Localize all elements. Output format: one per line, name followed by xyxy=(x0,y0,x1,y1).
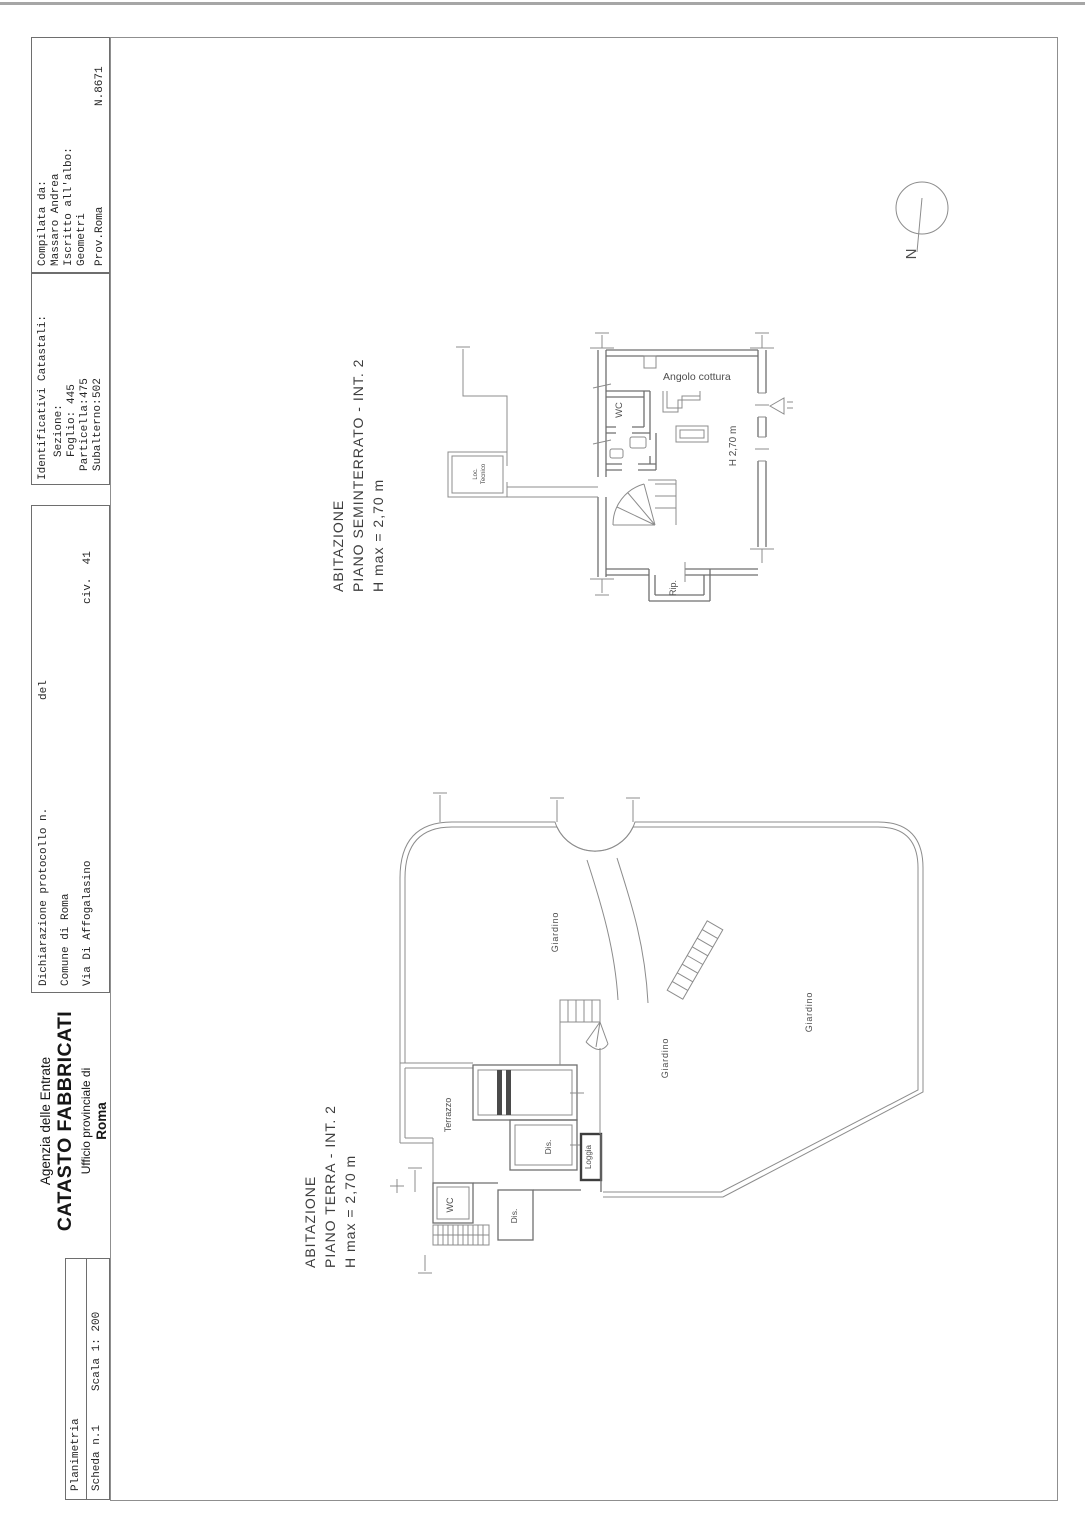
top-wall xyxy=(606,350,758,356)
wc-label: WC xyxy=(614,402,625,418)
field-label: Subalterno: xyxy=(92,398,104,471)
office-city: Roma xyxy=(94,1102,109,1140)
tecnico-label: Tecnico xyxy=(481,463,487,485)
scheda-label: Scheda n.1 xyxy=(91,1424,103,1491)
field-value: 475 xyxy=(79,378,91,398)
field-label: Particella: xyxy=(79,398,91,471)
via-line: Via Di Affogalasino xyxy=(82,860,94,986)
plan-title-line: H max = 2,70 m xyxy=(370,478,386,592)
protocol-label: Dichiarazione protocollo n. xyxy=(38,807,50,986)
plot-boundary xyxy=(400,793,923,1197)
north-label: N xyxy=(903,248,920,260)
plan-terra xyxy=(390,793,923,1273)
field-value: 445 xyxy=(66,384,78,404)
loc-label: Loc. xyxy=(473,468,479,480)
rip-room xyxy=(649,569,710,601)
dis-label: Dis. xyxy=(543,1139,553,1155)
sink-fixture xyxy=(630,437,646,448)
giardino-label: Giardino xyxy=(550,911,560,953)
comune-line: Comune di Roma xyxy=(60,893,72,986)
plan-title-line: PIANO SEMINTERRATO - INT. 2 xyxy=(350,358,366,592)
office-line: Ufficio provinciale di xyxy=(79,1067,93,1175)
field-label: Foglio: xyxy=(66,410,78,457)
north-arrow xyxy=(896,182,948,259)
compiler-line: Geometri xyxy=(76,213,88,266)
planimetria-label: Planimetria xyxy=(70,1418,82,1491)
wall-stubs xyxy=(390,1168,432,1273)
winder-staircase xyxy=(613,480,676,525)
dis-label: Dis. xyxy=(509,1208,519,1224)
field-label: Sezione: xyxy=(53,404,65,457)
building-rooms xyxy=(433,1065,601,1240)
garden-ramp xyxy=(667,921,723,999)
party-wall-right xyxy=(750,333,774,563)
loc-tecnico-room xyxy=(448,347,598,497)
straight-staircase xyxy=(433,1225,489,1245)
cadastral-title: Identificativi Catastali: xyxy=(37,314,49,480)
wc-label: WC xyxy=(445,1197,455,1213)
compiler-line: Iscritto all'albo: xyxy=(63,147,75,266)
del-label: del xyxy=(38,680,50,700)
protocol-number: N.8671 xyxy=(94,66,106,106)
plan-seminterrato xyxy=(448,333,793,601)
plan-title-line: H max = 2,70 m xyxy=(342,1154,358,1268)
compiler-line: Compilata da: xyxy=(37,180,49,266)
giardino-label: Giardino xyxy=(804,991,814,1033)
loggia-label: Loggia xyxy=(584,1144,593,1170)
terrazzo-area xyxy=(400,1063,473,1183)
room-height-label: H 2,70 m xyxy=(728,425,739,467)
plan-title-line: ABITAZIONE xyxy=(302,1175,318,1268)
plan-title-line: PIANO TERRA - INT. 2 xyxy=(322,1105,338,1268)
compiler-line: Prov.Roma xyxy=(94,206,106,266)
angolo-cottura-label: Angolo cottura xyxy=(663,371,731,383)
compiler-line: Massaro Andrea xyxy=(50,173,62,266)
kitchen-counters xyxy=(663,391,708,442)
catasto-title: CATASTO FABBRICATI xyxy=(54,1010,76,1232)
bottom-wall xyxy=(606,569,758,575)
field-value: 502 xyxy=(92,378,104,398)
scala-label: Scala 1: 200 xyxy=(91,1311,103,1391)
boiler-fixture xyxy=(644,356,656,368)
plan-title-line: ABITAZIONE xyxy=(330,499,346,592)
wc-room-seminterrato xyxy=(606,391,656,470)
wc-fixture xyxy=(610,449,623,458)
garden-path xyxy=(587,858,648,1003)
terrazzo-label: Terrazzo xyxy=(443,1097,453,1133)
civ-number: civ. 41 xyxy=(82,551,94,604)
level-marker xyxy=(770,398,793,414)
agency-name: Agenzia delle Entrate xyxy=(38,1056,53,1186)
giardino-label: Giardino xyxy=(660,1037,670,1079)
garden-steps xyxy=(560,1000,608,1134)
rip-label: Rip. xyxy=(668,579,678,597)
